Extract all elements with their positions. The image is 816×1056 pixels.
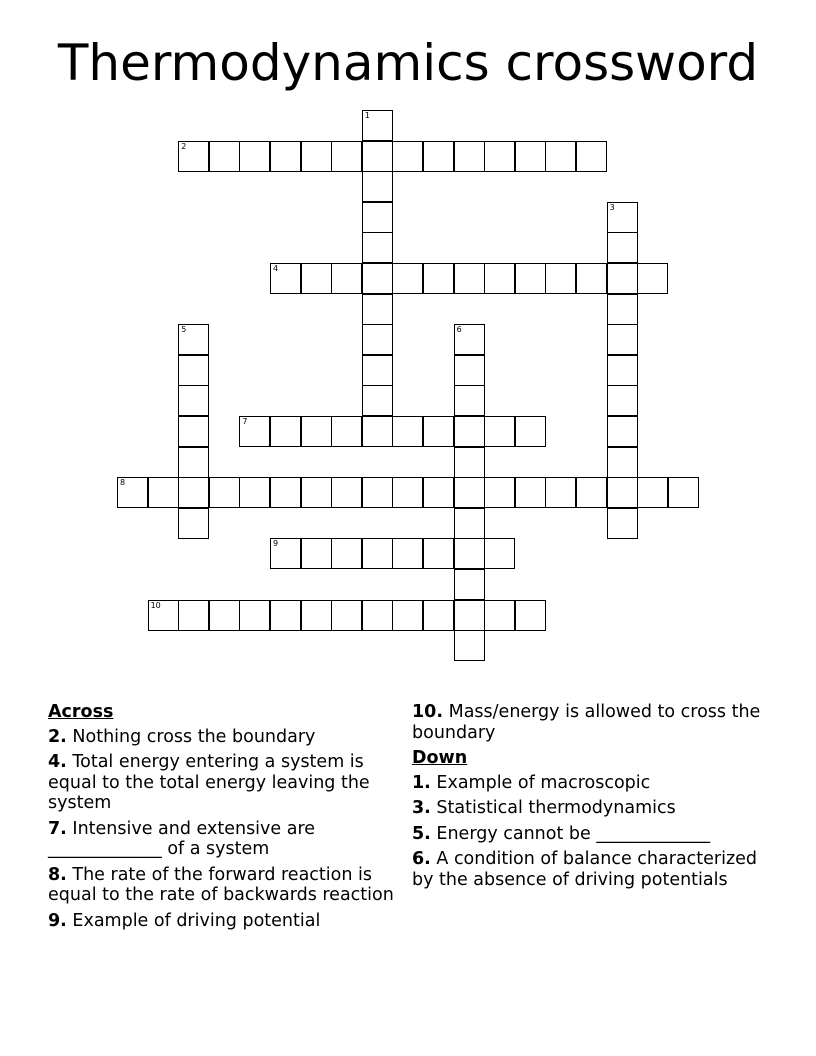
clue-text: A condition of balance characterized by the absence of driving potentials: [412, 849, 758, 890]
crossword-cell[interactable]: [607, 355, 638, 386]
crossword-cell[interactable]: [362, 324, 393, 355]
crossword-cell[interactable]: [392, 141, 423, 172]
cell-number: 1: [364, 111, 370, 120]
crossword-cell[interactable]: [362, 477, 393, 508]
clue-text: Statistical thermodynamics: [436, 798, 676, 818]
clue-text: The rate of the forward reaction is equal to the rate of backwards reaction: [48, 864, 394, 905]
crossword-cell[interactable]: [668, 477, 699, 508]
crossword-cell[interactable]: [270, 416, 301, 447]
across-clue-9: [48, 911, 398, 932]
down-clue-5: [412, 824, 772, 845]
cell-number: 10: [150, 600, 161, 610]
crossword-cell[interactable]: [209, 600, 240, 631]
clue-number: 1.: [412, 772, 431, 793]
crossword-cell[interactable]: [331, 477, 362, 508]
clue-number: 7.: [48, 818, 67, 839]
crossword-cell[interactable]: [331, 600, 362, 631]
crossword-cell[interactable]: [545, 141, 576, 172]
crossword-cell[interactable]: [454, 355, 485, 386]
clue-text: Energy cannot be _____________: [436, 823, 711, 844]
clue-number: 4.: [48, 752, 67, 772]
crossword-cell[interactable]: [607, 508, 638, 539]
clues-right-column: [412, 702, 772, 895]
crossword-cell[interactable]: [362, 141, 393, 172]
cell-number: 3: [609, 202, 615, 212]
crossword-cell[interactable]: [515, 477, 546, 508]
crossword-cell[interactable]: [545, 477, 576, 508]
crossword-cell[interactable]: [423, 600, 454, 631]
clue-number: 9.: [48, 910, 67, 931]
crossword-cell[interactable]: [362, 202, 393, 233]
crossword-cell[interactable]: [362, 538, 393, 569]
crossword-cell[interactable]: [239, 477, 270, 508]
clue-text: Total energy entering a system is equal to the total energy leaving the system: [48, 752, 370, 813]
crossword-cell[interactable]: [454, 600, 485, 631]
crossword-cell[interactable]: [392, 538, 423, 569]
crossword-cell[interactable]: [515, 263, 546, 294]
cell-number: 4: [273, 264, 279, 273]
crossword-cell[interactable]: [270, 538, 301, 569]
crossword-cell[interactable]: [148, 477, 179, 508]
clue-number: 8.: [48, 864, 67, 885]
clue-number: 6.: [412, 849, 431, 869]
crossword-cell[interactable]: [454, 630, 485, 661]
clue-text: Nothing cross the boundary: [72, 726, 316, 747]
clue-number: 10.: [412, 702, 444, 722]
crossword-cell[interactable]: [423, 141, 454, 172]
crossword-cell[interactable]: [454, 508, 485, 539]
down-clue-3: [412, 798, 772, 819]
crossword-cell[interactable]: [209, 477, 240, 508]
crossword-cell[interactable]: [392, 416, 423, 447]
cell-number: 8: [120, 478, 126, 488]
crossword-cell[interactable]: [331, 141, 362, 172]
crossword-cell[interactable]: [270, 600, 301, 631]
crossword-cell[interactable]: [362, 416, 393, 447]
clue-text: Mass/energy is allowed to cross the boundary: [412, 702, 761, 743]
crossword-cell[interactable]: [454, 416, 485, 447]
down-clue-6: [412, 849, 772, 890]
crossword-cell[interactable]: [148, 600, 179, 631]
crossword-cell[interactable]: [607, 385, 638, 416]
clue-number: 5.: [412, 823, 431, 844]
crossword-cell[interactable]: [178, 385, 209, 416]
crossword-cell[interactable]: [362, 294, 393, 325]
crossword-cell[interactable]: [515, 141, 546, 172]
across-heading: Across: [48, 702, 114, 722]
crossword-cell[interactable]: [301, 141, 332, 172]
crossword-cell[interactable]: [178, 324, 209, 355]
cell-number: 5: [181, 325, 187, 335]
cell-number: 6: [456, 325, 462, 335]
crossword-cell[interactable]: [484, 263, 515, 294]
clues-left-column: [48, 702, 398, 936]
crossword-cell[interactable]: [178, 600, 209, 631]
crossword-cell[interactable]: [484, 477, 515, 508]
crossword-cell[interactable]: [392, 477, 423, 508]
crossword-cell[interactable]: [607, 232, 638, 263]
crossword-cell[interactable]: [331, 538, 362, 569]
across-clue-4: [48, 752, 398, 814]
crossword-cell[interactable]: [392, 263, 423, 294]
crossword-cell[interactable]: [301, 263, 332, 294]
crossword-cell[interactable]: [454, 477, 485, 508]
crossword-cell[interactable]: [484, 538, 515, 569]
down-heading: Down: [412, 748, 468, 768]
crossword-cell[interactable]: [178, 141, 209, 172]
crossword-cell[interactable]: [576, 141, 607, 172]
crossword-cell[interactable]: [515, 416, 546, 447]
crossword-cell[interactable]: [423, 416, 454, 447]
crossword-cell[interactable]: [331, 416, 362, 447]
crossword-cell[interactable]: [454, 263, 485, 294]
crossword-cell[interactable]: [607, 416, 638, 447]
crossword-cell[interactable]: [362, 232, 393, 263]
crossword-cell[interactable]: [637, 263, 668, 294]
crossword-cell[interactable]: [423, 477, 454, 508]
crossword-cell[interactable]: [454, 569, 485, 600]
crossword-cell[interactable]: [607, 447, 638, 478]
crossword-cell[interactable]: [270, 477, 301, 508]
crossword-cell[interactable]: [362, 600, 393, 631]
down-clue-1: [412, 773, 772, 794]
crossword-cell[interactable]: [301, 600, 332, 631]
crossword-cell[interactable]: [454, 385, 485, 416]
crossword-cell[interactable]: [239, 416, 270, 447]
clue-number: 2.: [48, 726, 67, 747]
crossword-cell[interactable]: [362, 171, 393, 202]
crossword-cell[interactable]: [301, 538, 332, 569]
crossword-cell[interactable]: [484, 416, 515, 447]
crossword-cell[interactable]: [576, 477, 607, 508]
crossword-cell[interactable]: [515, 600, 546, 631]
crossword-cell[interactable]: [117, 477, 148, 508]
crossword-cell[interactable]: [362, 355, 393, 386]
crossword-cell[interactable]: [454, 447, 485, 478]
crossword-cell[interactable]: [301, 477, 332, 508]
crossword-cell[interactable]: [209, 141, 240, 172]
crossword-cell[interactable]: [178, 447, 209, 478]
crossword-cell[interactable]: [331, 263, 362, 294]
crossword-cell[interactable]: [178, 355, 209, 386]
crossword-cell[interactable]: [423, 263, 454, 294]
crossword-cell[interactable]: [362, 385, 393, 416]
across-clue-10: [412, 702, 772, 743]
crossword-cell[interactable]: [484, 141, 515, 172]
crossword-cell[interactable]: [362, 110, 393, 141]
clue-text: Example of macroscopic: [436, 772, 651, 793]
cell-number: 9: [273, 539, 279, 549]
crossword-cell[interactable]: [607, 202, 638, 233]
crossword-cell[interactable]: [607, 263, 638, 294]
crossword-cell[interactable]: [607, 294, 638, 325]
crossword-cell[interactable]: [301, 416, 332, 447]
crossword-cell[interactable]: [270, 263, 301, 294]
crossword-cell[interactable]: [484, 600, 515, 631]
clue-text: Intensive and extensive are _____________ of a system: [48, 818, 316, 859]
across-clue-8: [48, 865, 398, 906]
crossword-cell[interactable]: [607, 477, 638, 508]
page-title: Thermodynamics crossword: [57, 34, 759, 92]
crossword-cell[interactable]: [576, 263, 607, 294]
cell-number: 7: [242, 417, 248, 426]
crossword-cell[interactable]: [178, 416, 209, 447]
crossword-cell[interactable]: [362, 263, 393, 294]
crossword-cell[interactable]: [454, 141, 485, 172]
crossword-cell[interactable]: [423, 538, 454, 569]
crossword-cell[interactable]: [178, 508, 209, 539]
across-clue-2: [48, 727, 398, 748]
cell-number: 2: [181, 141, 187, 151]
crossword-cell[interactable]: [239, 600, 270, 631]
clue-number: 3.: [412, 798, 431, 818]
crossword-cell[interactable]: [607, 324, 638, 355]
crossword-cell[interactable]: [270, 141, 301, 172]
crossword-cell[interactable]: [637, 477, 668, 508]
crossword-cell[interactable]: [178, 477, 209, 508]
crossword-cell[interactable]: [454, 538, 485, 569]
clue-text: Example of driving potential: [72, 910, 321, 931]
crossword-cell[interactable]: [239, 141, 270, 172]
crossword-cell[interactable]: [392, 600, 423, 631]
crossword-cell[interactable]: [454, 324, 485, 355]
across-clue-7: [48, 819, 398, 860]
crossword-cell[interactable]: [545, 263, 576, 294]
